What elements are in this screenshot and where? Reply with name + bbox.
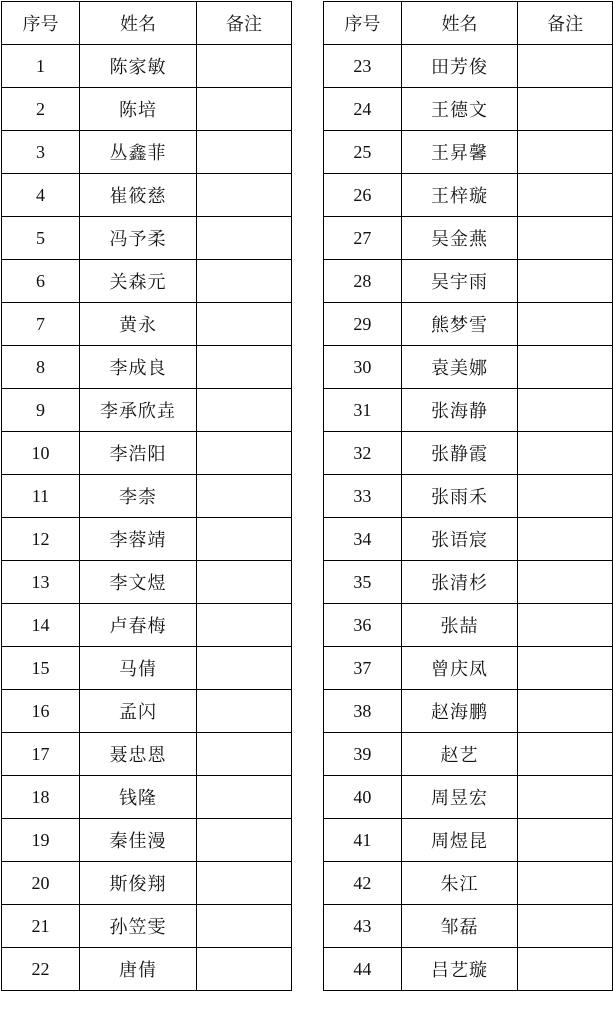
table-row bbox=[2, 647, 292, 690]
header-name: 姓名 bbox=[401, 2, 518, 45]
row-note bbox=[518, 303, 613, 346]
row-note bbox=[197, 88, 292, 131]
row-number: 38 bbox=[324, 690, 402, 733]
row-note bbox=[197, 604, 292, 647]
row-name: 吕艺璇 bbox=[401, 948, 518, 991]
row-number: 19 bbox=[2, 819, 80, 862]
row-note bbox=[197, 776, 292, 819]
row-number: 15 bbox=[2, 647, 80, 690]
row-number: 41 bbox=[324, 819, 402, 862]
row-number: 12 bbox=[2, 518, 80, 561]
row-number: 29 bbox=[324, 303, 402, 346]
table-row bbox=[2, 174, 292, 217]
row-name: 斯俊翔 bbox=[80, 862, 197, 905]
row-note bbox=[518, 518, 613, 561]
header-number: 序号 bbox=[2, 2, 80, 45]
header-name: 姓名 bbox=[80, 2, 197, 45]
row-note bbox=[197, 432, 292, 475]
table-row bbox=[2, 733, 292, 776]
row-number: 39 bbox=[324, 733, 402, 776]
row-number: 18 bbox=[2, 776, 80, 819]
row-name: 张语宸 bbox=[401, 518, 518, 561]
table-row bbox=[324, 45, 613, 88]
row-note bbox=[197, 475, 292, 518]
table-row bbox=[2, 905, 292, 948]
row-note bbox=[518, 561, 613, 604]
row-number: 1 bbox=[2, 45, 80, 88]
table-row bbox=[2, 948, 292, 991]
row-note bbox=[518, 389, 613, 432]
row-name: 秦佳漫 bbox=[80, 819, 197, 862]
row-name: 袁美娜 bbox=[401, 346, 518, 389]
row-number: 23 bbox=[324, 45, 402, 88]
row-number: 9 bbox=[2, 389, 80, 432]
row-note bbox=[197, 518, 292, 561]
table-row bbox=[2, 45, 292, 88]
row-note bbox=[518, 217, 613, 260]
row-name: 王梓璇 bbox=[401, 174, 518, 217]
row-note bbox=[518, 905, 613, 948]
row-name: 关森元 bbox=[80, 260, 197, 303]
row-name: 李承欣垚 bbox=[80, 389, 197, 432]
table-row bbox=[2, 690, 292, 733]
table-row bbox=[2, 819, 292, 862]
table-row bbox=[2, 131, 292, 174]
row-number: 6 bbox=[2, 260, 80, 303]
row-name: 李文煜 bbox=[80, 561, 197, 604]
row-name: 熊梦雪 bbox=[401, 303, 518, 346]
table-row bbox=[324, 862, 613, 905]
row-number: 35 bbox=[324, 561, 402, 604]
row-name: 周昱宏 bbox=[401, 776, 518, 819]
roster-body-right bbox=[324, 45, 613, 991]
table-row bbox=[2, 88, 292, 131]
row-name: 赵海鹏 bbox=[401, 690, 518, 733]
table-row bbox=[324, 260, 613, 303]
row-number: 11 bbox=[2, 475, 80, 518]
row-note bbox=[518, 131, 613, 174]
row-note bbox=[197, 389, 292, 432]
table-row bbox=[324, 690, 613, 733]
row-note bbox=[518, 733, 613, 776]
row-number: 44 bbox=[324, 948, 402, 991]
row-note bbox=[197, 733, 292, 776]
row-name: 赵艺 bbox=[401, 733, 518, 776]
row-number: 2 bbox=[2, 88, 80, 131]
table-row bbox=[324, 905, 613, 948]
row-note bbox=[197, 948, 292, 991]
table-row bbox=[324, 217, 613, 260]
table-row bbox=[2, 346, 292, 389]
row-name: 冯予柔 bbox=[80, 217, 197, 260]
table-row bbox=[324, 88, 613, 131]
row-name: 吴宇雨 bbox=[401, 260, 518, 303]
row-number: 13 bbox=[2, 561, 80, 604]
row-note bbox=[197, 561, 292, 604]
row-number: 17 bbox=[2, 733, 80, 776]
row-number: 20 bbox=[2, 862, 80, 905]
row-number: 30 bbox=[324, 346, 402, 389]
row-note bbox=[518, 862, 613, 905]
row-number: 14 bbox=[2, 604, 80, 647]
row-note bbox=[197, 690, 292, 733]
row-number: 24 bbox=[324, 88, 402, 131]
row-number: 26 bbox=[324, 174, 402, 217]
row-name: 李蓉靖 bbox=[80, 518, 197, 561]
table-row bbox=[2, 604, 292, 647]
row-name: 吴金燕 bbox=[401, 217, 518, 260]
row-name: 张静霞 bbox=[401, 432, 518, 475]
table-row bbox=[324, 518, 613, 561]
row-name: 马倩 bbox=[80, 647, 197, 690]
row-note bbox=[518, 432, 613, 475]
row-note bbox=[518, 604, 613, 647]
table-row bbox=[324, 604, 613, 647]
row-number: 8 bbox=[2, 346, 80, 389]
row-note bbox=[518, 88, 613, 131]
table-row bbox=[324, 561, 613, 604]
roster-table-left bbox=[1, 1, 292, 991]
row-name: 朱江 bbox=[401, 862, 518, 905]
header-row bbox=[324, 2, 613, 45]
row-name: 张清杉 bbox=[401, 561, 518, 604]
table-row bbox=[324, 948, 613, 991]
row-number: 37 bbox=[324, 647, 402, 690]
table-row bbox=[2, 561, 292, 604]
row-name: 孙笠雯 bbox=[80, 905, 197, 948]
row-name: 丛鑫菲 bbox=[80, 131, 197, 174]
row-number: 5 bbox=[2, 217, 80, 260]
table-row bbox=[324, 389, 613, 432]
row-name: 张喆 bbox=[401, 604, 518, 647]
row-number: 16 bbox=[2, 690, 80, 733]
row-name: 曾庆凤 bbox=[401, 647, 518, 690]
row-note bbox=[518, 690, 613, 733]
row-name: 黄永 bbox=[80, 303, 197, 346]
table-row bbox=[2, 862, 292, 905]
table-row bbox=[2, 217, 292, 260]
table-row bbox=[324, 776, 613, 819]
row-name: 王德文 bbox=[401, 88, 518, 131]
row-number: 25 bbox=[324, 131, 402, 174]
row-note bbox=[197, 217, 292, 260]
row-number: 3 bbox=[2, 131, 80, 174]
table-row bbox=[2, 776, 292, 819]
row-name: 张雨禾 bbox=[401, 475, 518, 518]
row-number: 28 bbox=[324, 260, 402, 303]
table-row bbox=[2, 303, 292, 346]
row-note bbox=[197, 647, 292, 690]
row-name: 陈培 bbox=[80, 88, 197, 131]
table-row bbox=[324, 819, 613, 862]
table-row bbox=[2, 475, 292, 518]
roster-table-right bbox=[323, 1, 613, 991]
table-row bbox=[2, 432, 292, 475]
row-name: 张海静 bbox=[401, 389, 518, 432]
row-number: 33 bbox=[324, 475, 402, 518]
row-number: 7 bbox=[2, 303, 80, 346]
row-number: 22 bbox=[2, 948, 80, 991]
row-note bbox=[518, 475, 613, 518]
row-number: 27 bbox=[324, 217, 402, 260]
row-note bbox=[518, 346, 613, 389]
row-note bbox=[518, 647, 613, 690]
row-name: 孟闪 bbox=[80, 690, 197, 733]
row-name: 邹磊 bbox=[401, 905, 518, 948]
row-number: 43 bbox=[324, 905, 402, 948]
table-row bbox=[324, 432, 613, 475]
row-name: 李柰 bbox=[80, 475, 197, 518]
row-name: 钱隆 bbox=[80, 776, 197, 819]
row-note bbox=[197, 905, 292, 948]
row-number: 36 bbox=[324, 604, 402, 647]
row-note bbox=[197, 819, 292, 862]
table-row bbox=[324, 131, 613, 174]
header-note: 备注 bbox=[197, 2, 292, 45]
table-row bbox=[2, 518, 292, 561]
row-note bbox=[518, 260, 613, 303]
row-name: 王昇馨 bbox=[401, 131, 518, 174]
row-number: 32 bbox=[324, 432, 402, 475]
row-note bbox=[197, 303, 292, 346]
row-number: 10 bbox=[2, 432, 80, 475]
roster-body-left bbox=[2, 45, 292, 991]
row-name: 唐倩 bbox=[80, 948, 197, 991]
table-row bbox=[2, 260, 292, 303]
row-number: 4 bbox=[2, 174, 80, 217]
row-number: 21 bbox=[2, 905, 80, 948]
table-row bbox=[324, 733, 613, 776]
table-row bbox=[324, 346, 613, 389]
header-note: 备注 bbox=[518, 2, 613, 45]
row-note bbox=[197, 174, 292, 217]
row-name: 崔筱慈 bbox=[80, 174, 197, 217]
row-number: 34 bbox=[324, 518, 402, 561]
header-row bbox=[2, 2, 292, 45]
row-number: 40 bbox=[324, 776, 402, 819]
table-row bbox=[2, 389, 292, 432]
table-row bbox=[324, 647, 613, 690]
row-name: 李浩阳 bbox=[80, 432, 197, 475]
row-name: 周煜昆 bbox=[401, 819, 518, 862]
row-note bbox=[197, 131, 292, 174]
table-row bbox=[324, 303, 613, 346]
row-note bbox=[518, 45, 613, 88]
row-name: 卢春梅 bbox=[80, 604, 197, 647]
row-name: 田芳俊 bbox=[401, 45, 518, 88]
row-note bbox=[518, 174, 613, 217]
row-name: 陈家敏 bbox=[80, 45, 197, 88]
header-number: 序号 bbox=[324, 2, 402, 45]
row-name: 聂忠恩 bbox=[80, 733, 197, 776]
row-name: 李成良 bbox=[80, 346, 197, 389]
row-number: 31 bbox=[324, 389, 402, 432]
row-note bbox=[197, 45, 292, 88]
row-number: 42 bbox=[324, 862, 402, 905]
row-note bbox=[197, 346, 292, 389]
row-note bbox=[197, 260, 292, 303]
table-row bbox=[324, 475, 613, 518]
row-note bbox=[518, 948, 613, 991]
table-row bbox=[324, 174, 613, 217]
row-note bbox=[518, 776, 613, 819]
row-note bbox=[197, 862, 292, 905]
row-note bbox=[518, 819, 613, 862]
